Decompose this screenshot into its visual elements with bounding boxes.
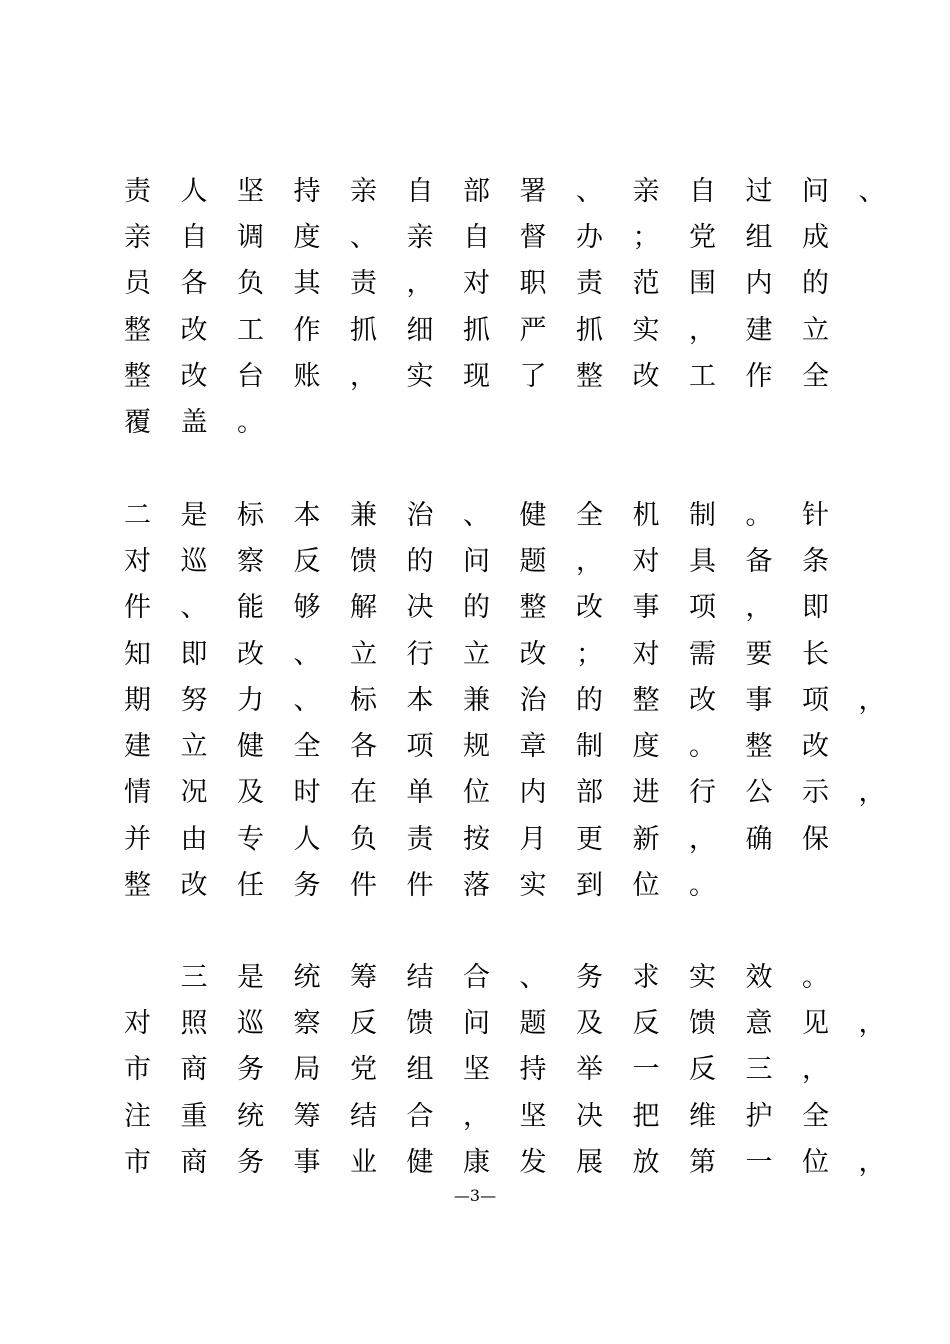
text-char: 并 [124,823,151,855]
text-char: 立 [463,638,490,670]
text-char: 月 [519,823,547,855]
text-char: ； [632,221,660,253]
text-char: 努 [180,684,208,716]
text-line [122,307,852,353]
paragraph-3 [122,954,886,1185]
text-char: 筹 [350,961,377,993]
text-char: 整 [124,314,151,346]
text-char: 、 [293,638,321,670]
text-char: 对 [463,268,490,300]
text-char: 统 [293,961,321,993]
text-char: 度 [293,221,321,253]
text-char: ， [858,1146,886,1178]
text-char: ， [576,545,603,577]
text-char: 市 [124,1146,151,1178]
text-char: 了 [519,360,547,392]
text-char: 坚 [237,175,264,207]
text-char: 商 [180,1146,208,1178]
text-char: 改 [632,360,660,392]
text-char: 对 [632,638,660,670]
text-char: 事 [293,1146,321,1178]
text-char: 改 [689,684,716,716]
text-char: 备 [745,545,773,577]
text-char: 严 [519,314,547,346]
text-char: 对 [124,545,151,577]
text-char: 改 [576,592,603,624]
text-char: 整 [124,360,151,392]
text-char: 举 [576,1054,603,1086]
text-char: 督 [519,221,547,253]
text-line [122,585,852,631]
text-char: 。 [689,870,716,902]
text-char: 新 [632,823,660,855]
text-char: 全 [293,731,321,763]
text-char: 期 [124,684,151,716]
text-char: 作 [293,314,321,346]
text-char: 兼 [463,684,490,716]
text-char: 的 [406,545,434,577]
text-char: 负 [237,268,264,300]
text-char: 内 [745,268,773,300]
text-char: 盖 [180,407,208,439]
text-line [122,399,852,445]
text-char: 台 [237,360,264,392]
text-char: ， [858,1007,886,1039]
text-char: 、 [293,684,321,716]
text-char: 部 [463,175,490,207]
text-char: 、 [519,961,547,993]
text-char: 即 [802,592,829,624]
text-char: 具 [689,545,716,577]
text-char: 全 [802,360,829,392]
text-line [122,1139,886,1185]
text-char: 的 [802,268,829,300]
text-char: 单 [406,777,434,809]
text-char: 坚 [519,1100,547,1132]
text-char: 需 [689,638,716,670]
text-char: 统 [237,1100,264,1132]
text-line [122,631,852,677]
text-char: 。 [237,407,264,439]
text-char: 抓 [463,314,490,346]
text-line [122,1047,852,1093]
text-char: 筹 [293,1100,321,1132]
text-line [122,168,886,214]
text-char: 结 [406,961,434,993]
text-char: 长 [802,638,829,670]
text-char: 公 [745,777,773,809]
text-char: 全 [802,1100,829,1132]
text-char: 二 [124,499,151,531]
text-char: 立 [350,638,377,670]
text-char: 局 [293,1054,321,1086]
text-char: 各 [350,731,377,763]
text-char: 况 [180,777,208,809]
text-char: 由 [180,823,208,855]
text-char: 整 [519,592,547,624]
text-char: ， [858,777,886,809]
text-line [122,1093,852,1139]
text-char: 示 [802,777,829,809]
text-char: 条 [802,545,829,577]
text-char: 。 [745,499,773,531]
text-char: 章 [519,731,547,763]
text-char: 展 [576,1146,603,1178]
text-char: 把 [632,1100,660,1132]
text-char: 够 [293,592,321,624]
text-char: 实 [406,360,434,392]
text-char: 决 [406,592,434,624]
text-char: 知 [124,638,151,670]
text-char: 、 [576,175,603,207]
text-char: ， [406,268,434,300]
text-char: 健 [237,731,264,763]
text-char: 组 [745,221,773,253]
text-char: 维 [689,1100,716,1132]
text-char: 细 [406,314,434,346]
text-char: 。 [689,731,716,763]
text-char: 其 [293,268,321,300]
text-char: 兼 [350,499,377,531]
text-line [122,862,852,908]
text-char: 实 [519,870,547,902]
text-char: 商 [180,1054,208,1086]
text-line [122,492,852,538]
text-char: 位 [463,777,490,809]
text-char: 合 [463,961,490,993]
text-char: 健 [406,1146,434,1178]
text-char: 人 [180,175,208,207]
text-char: 时 [293,777,321,809]
text-char: 是 [237,961,264,993]
text-char: 康 [463,1146,490,1178]
text-char: 按 [463,823,490,855]
text-char: 务 [576,961,603,993]
text-char: 意 [745,1007,773,1039]
text-char: 的 [576,684,603,716]
text-char: 合 [406,1100,434,1132]
text-char: 察 [237,545,264,577]
text-char: 确 [745,823,773,855]
text-char: 部 [576,777,603,809]
text-char: 行 [406,638,434,670]
text-line [122,770,886,816]
text-char: 责 [406,823,434,855]
text-char: 发 [519,1146,547,1178]
text-char: 能 [237,592,264,624]
text-char: 。 [802,961,829,993]
text-char: 亲 [406,221,434,253]
text-char: 、 [350,221,377,253]
text-char: 责 [124,175,151,207]
text-char: ， [858,684,886,716]
text-char: 项 [689,592,716,624]
text-char: 责 [576,268,603,300]
text-line [122,954,852,1000]
text-char: 、 [180,592,208,624]
text-char: 整 [632,684,660,716]
text-char: 效 [745,961,773,993]
text-char: 改 [180,360,208,392]
text-char: 工 [689,360,716,392]
text-char: 自 [180,221,208,253]
text-char: 保 [802,823,829,855]
text-char: 一 [745,1146,773,1178]
text-char: 放 [632,1146,660,1178]
text-char: 第 [689,1146,716,1178]
text-char: 整 [745,731,773,763]
text-char: 及 [576,1007,603,1039]
text-char: 务 [237,1146,264,1178]
text-char: 健 [519,499,547,531]
text-char: 员 [124,268,151,300]
text-char: 本 [406,684,434,716]
text-line [122,353,852,399]
text-char: 落 [463,870,490,902]
text-char: 自 [463,221,490,253]
text-char: 任 [237,870,264,902]
text-char: 在 [350,777,377,809]
text-char: ， [463,1100,490,1132]
text-line [122,214,852,260]
text-char: 力 [237,684,264,716]
text-char: 针 [802,499,829,531]
text-line [122,723,852,769]
text-char: 更 [576,823,603,855]
text-char: 自 [406,175,434,207]
text-char: 治 [406,499,434,531]
text-char: 、 [858,175,886,207]
text-char: 制 [576,731,603,763]
text-char: 覆 [124,407,151,439]
text-char: 责 [350,268,377,300]
text-char: ； [576,638,603,670]
text-char: 及 [237,777,264,809]
text-char: 市 [124,1054,151,1086]
text-char: 结 [350,1100,377,1132]
text-char: 作 [745,360,773,392]
text-char: 现 [463,360,490,392]
text-char: 巡 [237,1007,264,1039]
text-char: 亲 [124,221,151,253]
text-char: 整 [576,360,603,392]
text-char: 反 [632,1007,660,1039]
text-char: 各 [180,268,208,300]
page-number: —3— [453,1186,497,1205]
text-char: 实 [632,314,660,346]
text-char: 题 [519,1007,547,1039]
text-char: 照 [180,1007,208,1039]
text-char: 范 [632,268,660,300]
text-char: ， [689,823,716,855]
text-char: 位 [632,870,660,902]
text-char: 组 [406,1054,434,1086]
text-char: 即 [180,638,208,670]
text-char: ， [745,592,773,624]
text-char: 要 [745,638,773,670]
text-char: 护 [745,1100,773,1132]
text-char: 件 [406,870,434,902]
text-char: 改 [237,638,264,670]
text-char: 到 [576,870,603,902]
text-char: 持 [519,1054,547,1086]
text-char: 务 [237,1054,264,1086]
text-char: ， [350,360,377,392]
text-char: 度 [632,731,660,763]
text-line [122,261,852,307]
text-char: 项 [406,731,434,763]
text-char: 标 [237,499,264,531]
text-char: 党 [350,1054,377,1086]
text-char: 自 [689,175,716,207]
text-char: 一 [632,1054,660,1086]
text-char: 事 [632,592,660,624]
text-char: 求 [632,961,660,993]
paragraph-2 [122,492,886,909]
text-char: 亲 [350,175,377,207]
text-line [122,677,886,723]
text-char: 反 [689,1054,716,1086]
paragraph-1 [122,168,886,446]
text-char: 规 [463,731,490,763]
text-char: 业 [350,1146,377,1178]
text-char: 是 [180,499,208,531]
text-char: 围 [689,268,716,300]
text-char: 治 [519,684,547,716]
text-char: 进 [632,777,660,809]
text-char: 专 [237,823,264,855]
text-char: 持 [293,175,321,207]
text-char: 件 [350,870,377,902]
text-char: 立 [802,314,829,346]
text-char: 情 [124,777,151,809]
text-char: 位 [802,1146,829,1178]
text-char: 标 [350,684,377,716]
text-char: 账 [293,360,321,392]
text-char: 、 [463,499,490,531]
text-char: 亲 [632,175,660,207]
text-char: 本 [293,499,321,531]
text-line [122,1000,886,1046]
text-char: 馈 [350,545,377,577]
text-char: 内 [519,777,547,809]
text-char: 问 [463,545,490,577]
text-char: 制 [689,499,716,531]
text-char: 馈 [689,1007,716,1039]
text-char: 改 [802,731,829,763]
text-char: 办 [576,221,603,253]
text-char: 署 [519,175,547,207]
text-char: 反 [350,1007,377,1039]
text-line [122,816,852,862]
text-char: 建 [745,314,773,346]
text-char: 反 [293,545,321,577]
text-char: 全 [576,499,603,531]
text-char: 解 [350,592,377,624]
text-char: 抓 [576,314,603,346]
text-char: 的 [463,592,490,624]
text-char: 职 [519,268,547,300]
text-char: 过 [745,175,773,207]
text-char: 人 [293,823,321,855]
text-char: 巡 [180,545,208,577]
text-char: 察 [293,1007,321,1039]
text-char: 抓 [350,314,377,346]
text-char: 建 [124,731,151,763]
text-char: 见 [802,1007,829,1039]
text-char: 事 [745,684,773,716]
text-char: 改 [180,314,208,346]
text-char: 决 [576,1100,603,1132]
text-char: ， [802,1054,829,1086]
text-char: 对 [124,1007,151,1039]
text-char: 改 [519,638,547,670]
text-char: 负 [350,823,377,855]
text-char: 件 [124,592,151,624]
text-char: 题 [519,545,547,577]
text-char: 工 [237,314,264,346]
text-char: 务 [293,870,321,902]
text-char: 机 [632,499,660,531]
text-char: 改 [180,870,208,902]
text-char: 坚 [463,1054,490,1086]
text-char: 重 [180,1100,208,1132]
text-char: 三 [745,1054,773,1086]
text-char: 实 [689,961,716,993]
text-char: 立 [180,731,208,763]
text-char: 问 [463,1007,490,1039]
text-char: 成 [802,221,829,253]
text-char: ， [689,314,716,346]
text-char: 问 [802,175,829,207]
text-char: 整 [124,870,151,902]
text-char: 行 [689,777,716,809]
text-char: 馈 [406,1007,434,1039]
text-char: 党 [689,221,716,253]
text-line [122,538,852,584]
text-char: 注 [124,1100,151,1132]
text-char: 调 [237,221,264,253]
text-char: 项 [802,684,829,716]
text-char: 对 [632,545,660,577]
text-char: 三 [180,961,208,993]
